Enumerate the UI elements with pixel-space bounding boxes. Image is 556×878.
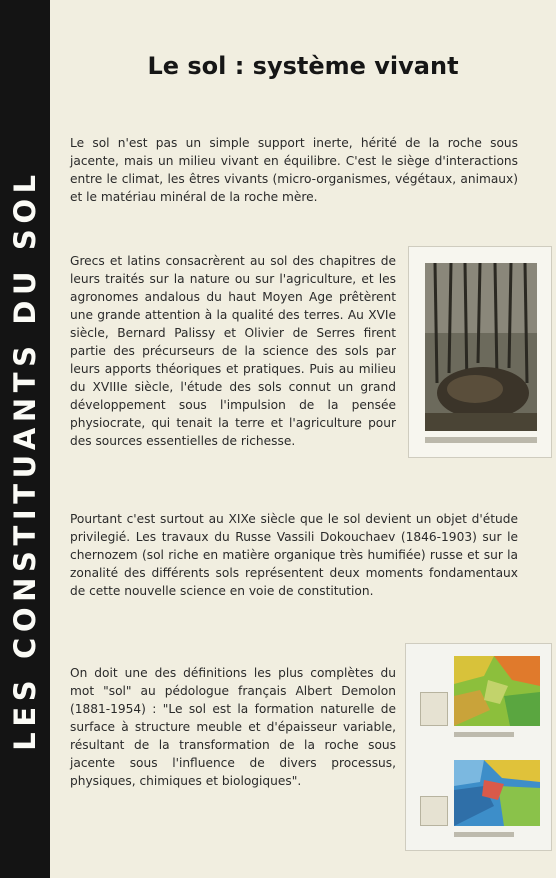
map-caption-bottom xyxy=(454,832,514,837)
history-paragraph: Grecs et latins consacrèrent au sol des chapitres de leurs traités sur la nature ou sur l'agriculture, et les agronomes andalous du haut Moyen Age prêtèrent une grande attention à la qualité des terres. Au XVIe siècle, Bernard Palissy et Olivier de Serres firent partie des précurseurs de la science des sols par leurs apports théoriques et pratiques. Puis au milieu du XVIIIe siècle, l'étude des sols connut un grand développement sous l'impulsion de la pensée physiocrate, qui tenait la terre et l'agriculture pour des sources essentielles de richesse. xyxy=(70,254,396,448)
definition-paragraph: On doit une des définitions les plus complètes du mot "sol" au pédologue français Albert Demolon (1881-1954) : "Le sol est la formation naturelle de surface à structure meuble et d'épaisseur variable, résultant de la transformation de la roche sous jacente sous l'influence de divers processus, physiques, chimiques et biologiques". xyxy=(70,666,396,788)
map-icon xyxy=(454,760,540,826)
side-band-title: LES CONSTITUANTS DU SOL xyxy=(8,169,42,751)
forest-soil-photo xyxy=(425,263,537,431)
intro-paragraph: Le sol n'est pas un simple support inerte, hérité de la roche sous jacente, mais un milieu vivant en équilibre. C'est le siège d'interactions entre le climat, les êtres vivants (micro-organismes, végétaux, animaux) et le matériau minéral de la roche mère. xyxy=(70,136,518,204)
forest-photo-frame xyxy=(408,246,552,458)
panel-title: Le sol : système vivant xyxy=(147,52,459,80)
side-band xyxy=(0,0,50,878)
map-icon xyxy=(454,656,540,726)
soil-map-top xyxy=(454,656,540,726)
maps-frame xyxy=(405,643,552,851)
photo-caption-line xyxy=(425,437,537,443)
photo-icon xyxy=(425,263,537,431)
soil-map-bottom xyxy=(454,760,540,826)
dokouchaev-paragraph: Pourtant c'est surtout au XIXe siècle que le sol devient un objet d'étude privilegié. Les travaux du Russe Vassili Dokouchaev (1846-1903) sur le chernozem (sol riche en matière organique très humifiée) russe et sur la zonalité des différents sols représentent deux moments fondamentaux de cette nouvelle science en voie de constitution. xyxy=(70,512,518,598)
map-legend-bottom xyxy=(420,796,448,826)
map-caption-top xyxy=(454,732,514,737)
map-legend-top xyxy=(420,692,448,726)
